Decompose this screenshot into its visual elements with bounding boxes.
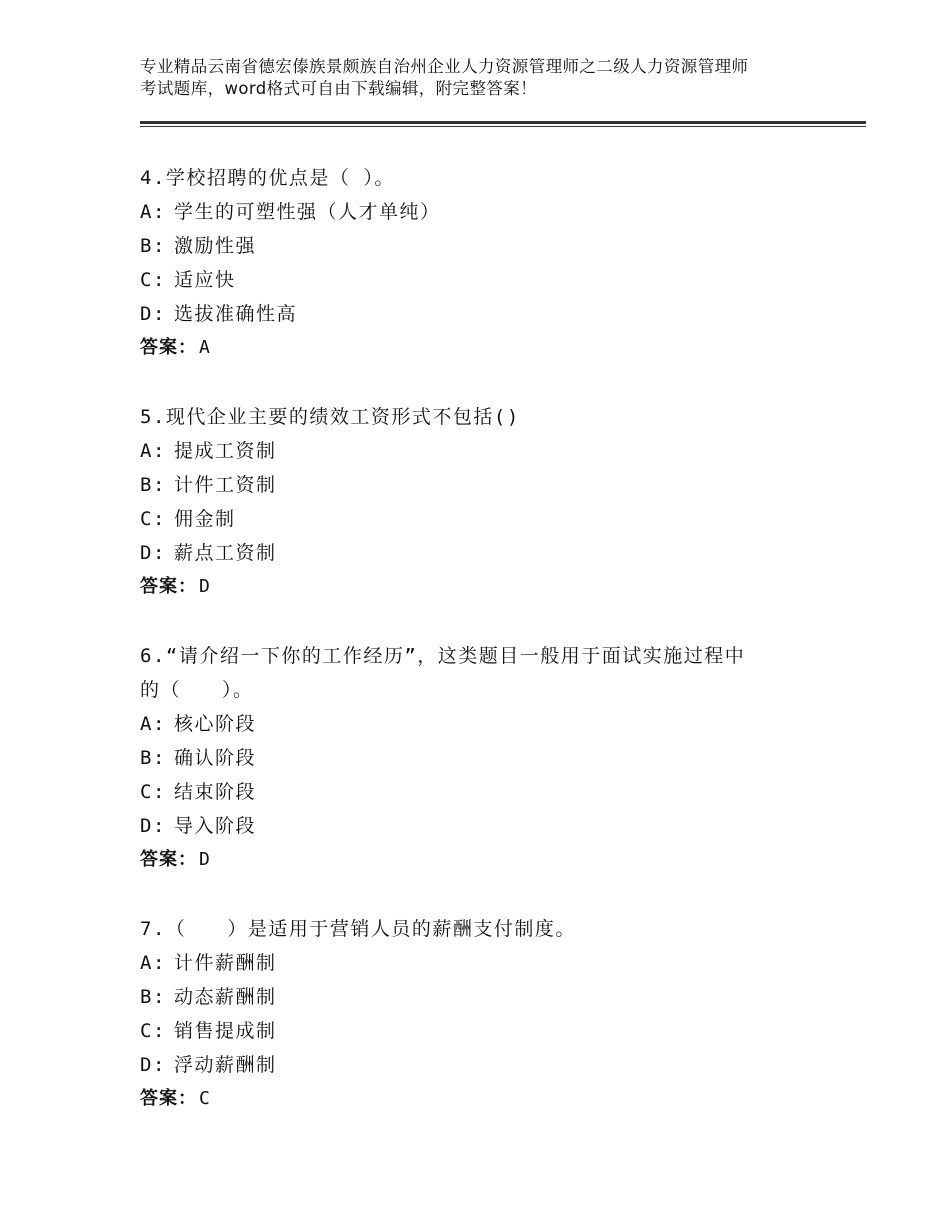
option-text: 提成工资制 — [174, 440, 277, 462]
option-text: 适应快 — [174, 269, 236, 291]
option-letter: C: — [140, 508, 166, 530]
question-7 — [140, 912, 840, 1116]
question-5 — [140, 400, 840, 604]
option-text: 计件工资制 — [174, 474, 277, 496]
option-b — [140, 468, 840, 502]
option-d — [140, 1048, 840, 1082]
option-a — [140, 195, 840, 229]
option-letter: D: — [140, 815, 166, 837]
question-stem: 4.学校招聘的优点是（ ）。 — [140, 167, 395, 189]
option-letter: C: — [140, 781, 166, 803]
answer-value: A — [199, 337, 211, 358]
option-c — [140, 775, 840, 809]
option-letter: A: — [140, 952, 166, 974]
question-stem: 5.现代企业主要的绩效工资形式不包括() — [140, 406, 520, 428]
answer-line — [140, 570, 840, 604]
option-c — [140, 502, 840, 536]
header-divider-thick — [140, 121, 866, 124]
answer-label: 答案： — [140, 576, 197, 597]
answer-line — [140, 1082, 840, 1116]
option-letter: C: — [140, 1020, 166, 1042]
header-divider-thin — [140, 126, 866, 127]
question-6 — [140, 639, 840, 877]
option-a — [140, 707, 840, 741]
option-letter: A: — [140, 713, 166, 735]
answer-value: D — [199, 849, 211, 870]
option-text: 薪点工资制 — [174, 542, 277, 564]
option-text: 动态薪酬制 — [174, 986, 277, 1008]
answer-value: C — [199, 1088, 211, 1109]
option-d — [140, 536, 840, 570]
option-letter: D: — [140, 542, 166, 564]
answer-value: D — [199, 576, 211, 597]
option-text: 计件薪酬制 — [174, 952, 277, 974]
option-text: 选拔准确性高 — [174, 303, 298, 325]
answer-line — [140, 331, 840, 365]
option-text: 学生的可塑性强（人才单纯） — [174, 201, 441, 223]
answer-label: 答案： — [140, 849, 197, 870]
option-text: 确认阶段 — [174, 747, 257, 769]
option-letter: D: — [140, 303, 166, 325]
option-d — [140, 297, 840, 331]
option-letter: D: — [140, 1054, 166, 1076]
option-text: 导入阶段 — [174, 815, 257, 837]
option-text: 结束阶段 — [174, 781, 257, 803]
option-a — [140, 946, 840, 980]
option-letter: A: — [140, 440, 166, 462]
answer-label: 答案： — [140, 1088, 197, 1109]
option-letter: B: — [140, 747, 166, 769]
option-b — [140, 741, 840, 775]
option-a — [140, 434, 840, 468]
option-letter: B: — [140, 235, 166, 257]
question-stem: 6.“请介绍一下你的工作经历”，这类题目一般用于面试实施过程中 — [140, 645, 746, 667]
header-title-line-2: 考试题库，word格式可自由下载编辑，附完整答案！ — [140, 79, 538, 98]
question-stem-continued: 的（ ）。 — [140, 679, 254, 701]
question-4 — [140, 161, 840, 365]
option-text: 核心阶段 — [174, 713, 257, 735]
option-text: 销售提成制 — [174, 1020, 277, 1042]
option-c — [140, 1014, 840, 1048]
option-letter: A: — [140, 201, 166, 223]
header-title-line-1: 专业精品云南省德宏傣族景颇族自治州企业人力资源管理师之二级人力资源管理师 — [140, 57, 749, 76]
option-letter: B: — [140, 474, 166, 496]
option-b — [140, 980, 840, 1014]
option-text: 浮动薪酬制 — [174, 1054, 277, 1076]
option-b — [140, 229, 840, 263]
option-letter: C: — [140, 269, 166, 291]
option-letter: B: — [140, 986, 166, 1008]
option-text: 激励性强 — [174, 235, 257, 257]
document-header — [140, 56, 840, 100]
answer-line — [140, 843, 840, 877]
option-d — [140, 809, 840, 843]
option-c — [140, 263, 840, 297]
option-text: 佣金制 — [174, 508, 236, 530]
answer-label: 答案： — [140, 337, 197, 358]
question-stem: 7.（ ）是适用于营销人员的薪酬支付制度。 — [140, 918, 576, 940]
